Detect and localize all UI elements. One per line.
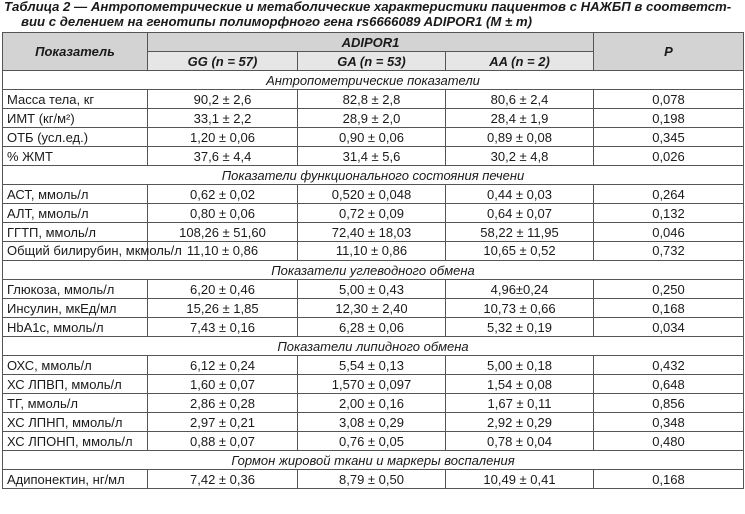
header-aa: AA (n = 2): [446, 52, 594, 71]
cell-aa: 5,00 ± 0,18: [446, 356, 594, 375]
cell-aa: 30,2 ± 4,8: [446, 147, 594, 166]
cell-p: 0,648: [594, 375, 744, 394]
cell-aa: 2,92 ± 0,29: [446, 413, 594, 432]
cell-aa: 1,54 ± 0,08: [446, 375, 594, 394]
cell-aa: 1,67 ± 0,11: [446, 394, 594, 413]
table-row: [3, 128, 744, 147]
row-label: ОХС, ммоль/л: [3, 356, 148, 375]
section-title: Показатели функционального состояния печени: [3, 166, 744, 185]
table-row: [3, 318, 744, 337]
cell-p: 0,198: [594, 109, 744, 128]
cell-gg: 2,86 ± 0,28: [148, 394, 298, 413]
cell-gg: 11,10 ± 0,86: [148, 242, 298, 261]
header-gg: GG (n = 57): [148, 52, 298, 71]
cell-ga: 28,9 ± 2,0: [298, 109, 446, 128]
data-table: [2, 32, 744, 489]
table-caption: [4, 0, 742, 29]
row-label: HbA1c, ммоль/л: [3, 318, 148, 337]
cell-ga: 0,76 ± 0,05: [298, 432, 446, 451]
cell-p: 0,348: [594, 413, 744, 432]
header-indicator: Показатель: [3, 33, 148, 71]
cell-p: 0,432: [594, 356, 744, 375]
cell-aa: 10,65 ± 0,52: [446, 242, 594, 261]
cell-gg: 0,88 ± 0,07: [148, 432, 298, 451]
cell-p: 0,034: [594, 318, 744, 337]
table-row: [3, 90, 744, 109]
cell-p: 0,132: [594, 204, 744, 223]
row-label: АЛТ, ммоль/л: [3, 204, 148, 223]
table-row: [3, 394, 744, 413]
cell-aa: 58,22 ± 11,95: [446, 223, 594, 242]
cell-ga: 0,72 ± 0,09: [298, 204, 446, 223]
cell-p: 0,250: [594, 280, 744, 299]
table-row: [3, 242, 744, 261]
row-label: Адипонектин, нг/мл: [3, 470, 148, 489]
row-label: ИМТ (кг/м²): [3, 109, 148, 128]
cell-gg: 0,80 ± 0,06: [148, 204, 298, 223]
cell-p: 0,856: [594, 394, 744, 413]
cell-ga: 3,08 ± 0,29: [298, 413, 446, 432]
table-row: [3, 147, 744, 166]
cell-aa: 0,64 ± 0,07: [446, 204, 594, 223]
cell-gg: 108,26 ± 51,60: [148, 223, 298, 242]
cell-gg: 7,43 ± 0,16: [148, 318, 298, 337]
cell-gg: 1,20 ± 0,06: [148, 128, 298, 147]
cell-p: 0,026: [594, 147, 744, 166]
cell-ga: 5,54 ± 0,13: [298, 356, 446, 375]
cell-aa: 0,78 ± 0,04: [446, 432, 594, 451]
section-title: Гормон жировой ткани и маркеры воспаления: [3, 451, 744, 470]
cell-ga: 0,90 ± 0,06: [298, 128, 446, 147]
cell-ga: 8,79 ± 0,50: [298, 470, 446, 489]
cell-aa: 0,89 ± 0,08: [446, 128, 594, 147]
cell-ga: 2,00 ± 0,16: [298, 394, 446, 413]
cell-gg: 0,62 ± 0,02: [148, 185, 298, 204]
cell-gg: 90,2 ± 2,6: [148, 90, 298, 109]
cell-gg: 37,6 ± 4,4: [148, 147, 298, 166]
cell-aa: 80,6 ± 2,4: [446, 90, 594, 109]
cell-aa: 28,4 ± 1,9: [446, 109, 594, 128]
row-label: Общий билирубин, мкмоль/л: [3, 242, 148, 261]
table-row: [3, 109, 744, 128]
row-label: АСТ, ммоль/л: [3, 185, 148, 204]
cell-p: 0,078: [594, 90, 744, 109]
table-row: [3, 432, 744, 451]
row-label: Глюкоза, ммоль/л: [3, 280, 148, 299]
table-row: [3, 375, 744, 394]
cell-p: 0,168: [594, 299, 744, 318]
header-gene: ADIPOR1: [148, 33, 594, 52]
section-title: Показатели липидного обмена: [3, 337, 744, 356]
cell-aa: 4,96±0,24: [446, 280, 594, 299]
section-row: [3, 337, 744, 356]
cell-gg: 7,42 ± 0,36: [148, 470, 298, 489]
section-row: [3, 166, 744, 185]
row-label: ХС ЛПВП, ммоль/л: [3, 375, 148, 394]
cell-aa: 10,73 ± 0,66: [446, 299, 594, 318]
row-label: ХС ЛПНП, ммоль/л: [3, 413, 148, 432]
row-label: Масса тела, кг: [3, 90, 148, 109]
table-row: [3, 470, 744, 489]
cell-aa: 0,44 ± 0,03: [446, 185, 594, 204]
cell-ga: 72,40 ± 18,03: [298, 223, 446, 242]
header-ga: GA (n = 53): [298, 52, 446, 71]
table-row: [3, 223, 744, 242]
cell-gg: 2,97 ± 0,21: [148, 413, 298, 432]
caption-line-1: Таблица 2 — Антропометрические и метаболические характеристики пациентов с НАЖБП в соответст-: [4, 0, 732, 14]
cell-ga: 82,8 ± 2,8: [298, 90, 446, 109]
cell-ga: 31,4 ± 5,6: [298, 147, 446, 166]
row-label: ГГТП, ммоль/л: [3, 223, 148, 242]
cell-ga: 12,30 ± 2,40: [298, 299, 446, 318]
cell-gg: 6,20 ± 0,46: [148, 280, 298, 299]
section-row: [3, 71, 744, 90]
cell-gg: 1,60 ± 0,07: [148, 375, 298, 394]
table-row: [3, 299, 744, 318]
cell-ga: 5,00 ± 0,43: [298, 280, 446, 299]
cell-ga: 6,28 ± 0,06: [298, 318, 446, 337]
table-body: [3, 71, 744, 489]
row-label: % ЖМТ: [3, 147, 148, 166]
cell-p: 0,732: [594, 242, 744, 261]
cell-ga: 0,520 ± 0,048: [298, 185, 446, 204]
cell-aa: 10,49 ± 0,41: [446, 470, 594, 489]
cell-p: 0,480: [594, 432, 744, 451]
section-title: Показатели углеводного обмена: [3, 261, 744, 280]
row-label: ХС ЛПОНП, ммоль/л: [3, 432, 148, 451]
cell-p: 0,046: [594, 223, 744, 242]
cell-gg: 15,26 ± 1,85: [148, 299, 298, 318]
cell-gg: 33,1 ± 2,2: [148, 109, 298, 128]
section-title: Антропометрические показатели: [3, 71, 744, 90]
caption-line-2: вии с делением на генотипы полиморфного гена rs6666089 ADIPOR1 (M ± m): [21, 13, 533, 29]
table-row: [3, 280, 744, 299]
section-row: [3, 261, 744, 280]
cell-p: 0,345: [594, 128, 744, 147]
table-row: [3, 185, 744, 204]
row-label: ТГ, ммоль/л: [3, 394, 148, 413]
cell-ga: 1,570 ± 0,097: [298, 375, 446, 394]
table-row: [3, 356, 744, 375]
cell-ga: 11,10 ± 0,86: [298, 242, 446, 261]
row-label: ОТБ (усл.ед.): [3, 128, 148, 147]
header-p: P: [594, 33, 744, 71]
cell-p: 0,264: [594, 185, 744, 204]
row-label: Инсулин, мкЕд/мл: [3, 299, 148, 318]
cell-aa: 5,32 ± 0,19: [446, 318, 594, 337]
section-row: [3, 451, 744, 470]
table-row: [3, 413, 744, 432]
table-row: [3, 204, 744, 223]
cell-gg: 6,12 ± 0,24: [148, 356, 298, 375]
cell-p: 0,168: [594, 470, 744, 489]
